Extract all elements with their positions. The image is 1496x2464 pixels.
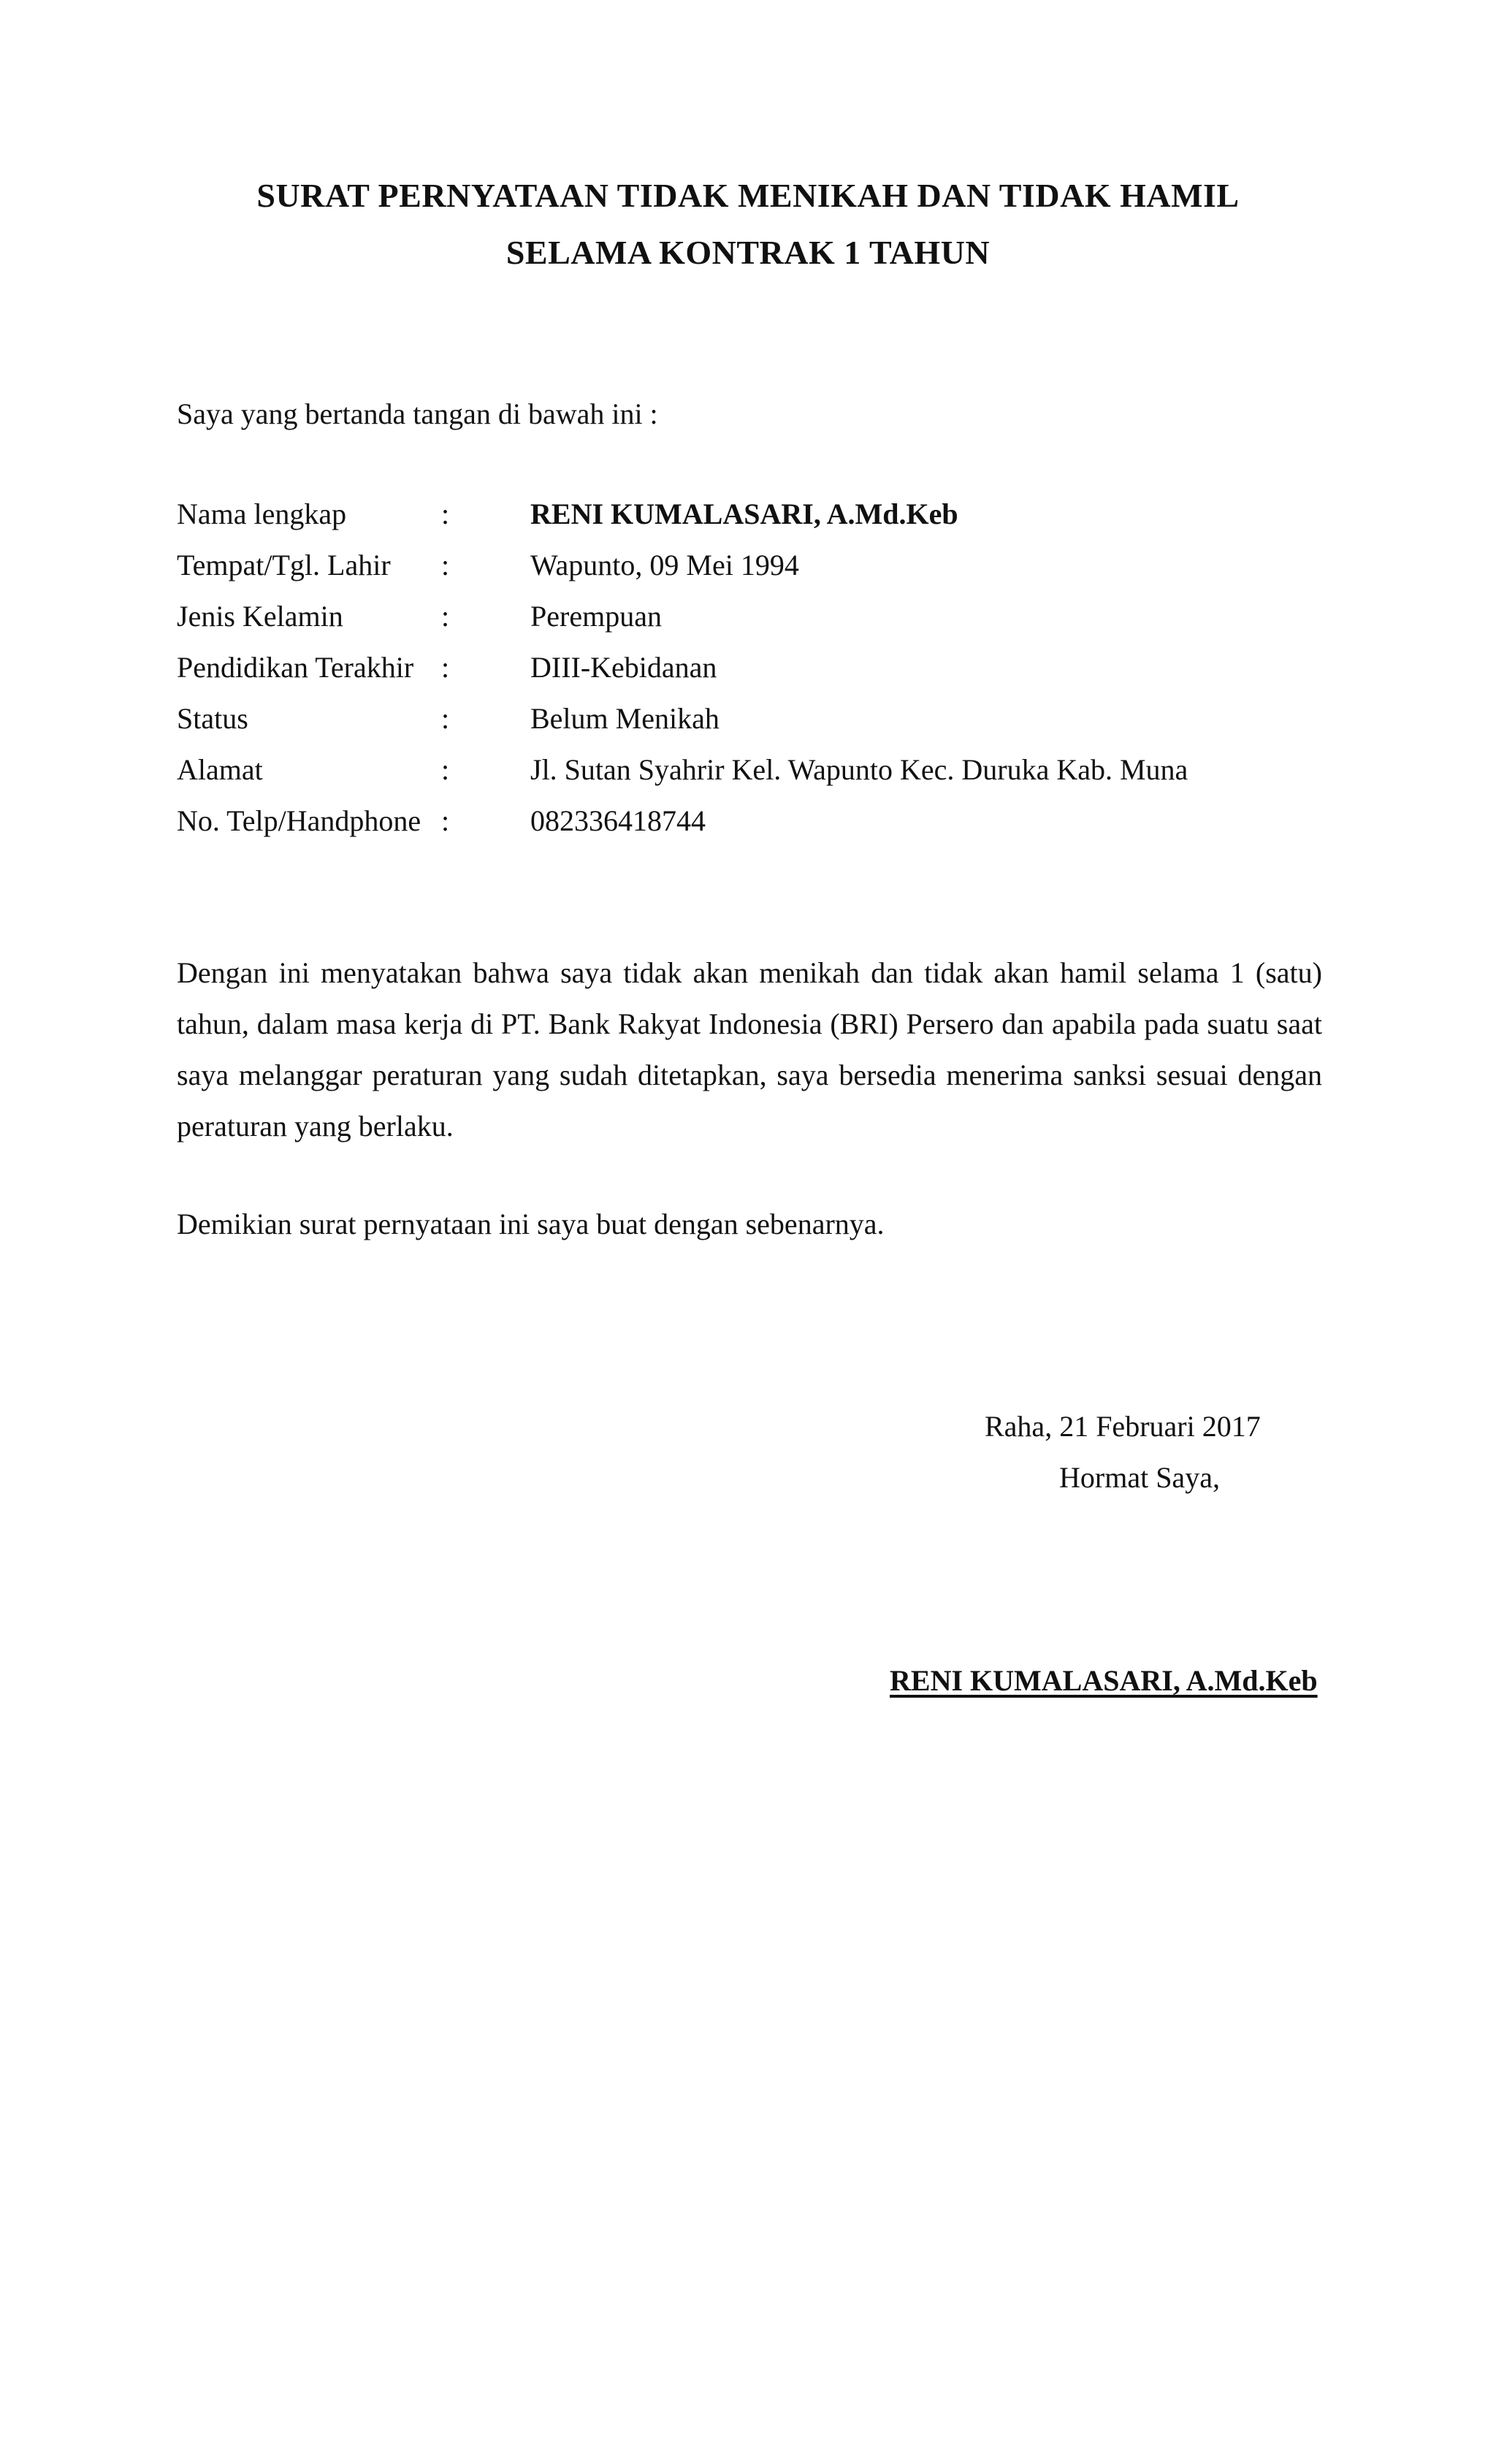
- identity-colon: :: [441, 702, 450, 735]
- identity-value: RENI KUMALASARI, A.Md.Keb: [530, 497, 958, 530]
- identity-colon: :: [441, 753, 450, 786]
- identity-colon: :: [441, 497, 450, 530]
- document-title-line-2: SELAMA KONTRAK 1 TAHUN: [505, 234, 991, 271]
- identity-value: Wapunto, 09 Mei 1994: [530, 549, 799, 581]
- identity-row-address: [177, 751, 1331, 802]
- identity-row-status: [177, 700, 1331, 751]
- identity-value: Belum Menikah: [530, 702, 720, 735]
- identity-value: 082336418744: [530, 804, 706, 837]
- identity-value: DIII-Kebidanan: [530, 651, 717, 684]
- identity-row-phone: [177, 802, 1331, 853]
- identity-label: Nama lengkap: [177, 497, 347, 530]
- identity-row-name: [177, 495, 1331, 546]
- identity-colon: :: [441, 651, 450, 684]
- identity-table: [177, 495, 1331, 853]
- place-date: Raha, 21 Februari 2017: [985, 1410, 1261, 1443]
- identity-colon: :: [441, 600, 450, 633]
- identity-value: Jl. Sutan Syahrir Kel. Wapunto Kec. Duruka Kab. Muna: [530, 753, 1188, 786]
- identity-colon: :: [441, 804, 450, 837]
- signer-name: RENI KUMALASARI, A.Md.Keb: [890, 1664, 1318, 1697]
- identity-label: Tempat/Tgl. Lahir: [177, 549, 391, 581]
- identity-label: Jenis Kelamin: [177, 600, 343, 633]
- identity-row-gender: [177, 598, 1331, 649]
- closing-text: Demikian surat pernyataan ini saya buat dengan sebenarnya.: [177, 1208, 885, 1240]
- identity-value: Perempuan: [530, 600, 662, 633]
- identity-label: Pendidikan Terakhir: [177, 651, 414, 684]
- identity-label: Status: [177, 702, 248, 735]
- identity-label: Alamat: [177, 753, 263, 786]
- intro-text: Saya yang bertanda tangan di bawah ini :: [177, 397, 658, 430]
- identity-colon: :: [441, 549, 450, 581]
- identity-row-birth: [177, 546, 1331, 598]
- document-title-line-1: SURAT PERNYATAAN TIDAK MENIKAH DAN TIDAK HAMIL: [256, 177, 1240, 214]
- regards-text: Hormat Saya,: [1059, 1461, 1220, 1494]
- statement-paragraph: Dengan ini menyatakan bahwa saya tidak akan menikah dan tidak akan hamil selama 1 (satu) tahun, dalam masa kerja di PT. Bank Rakyat Indonesia (BRI) Persero dan apabila pada suatu saat saya melanggar peraturan yang sudah ditetapkan, saya bersedia menerima sanksi sesuai dengan peraturan yang berlaku.: [177, 956, 1322, 1143]
- identity-label: No. Telp/Handphone: [177, 804, 421, 837]
- identity-row-education: [177, 649, 1331, 700]
